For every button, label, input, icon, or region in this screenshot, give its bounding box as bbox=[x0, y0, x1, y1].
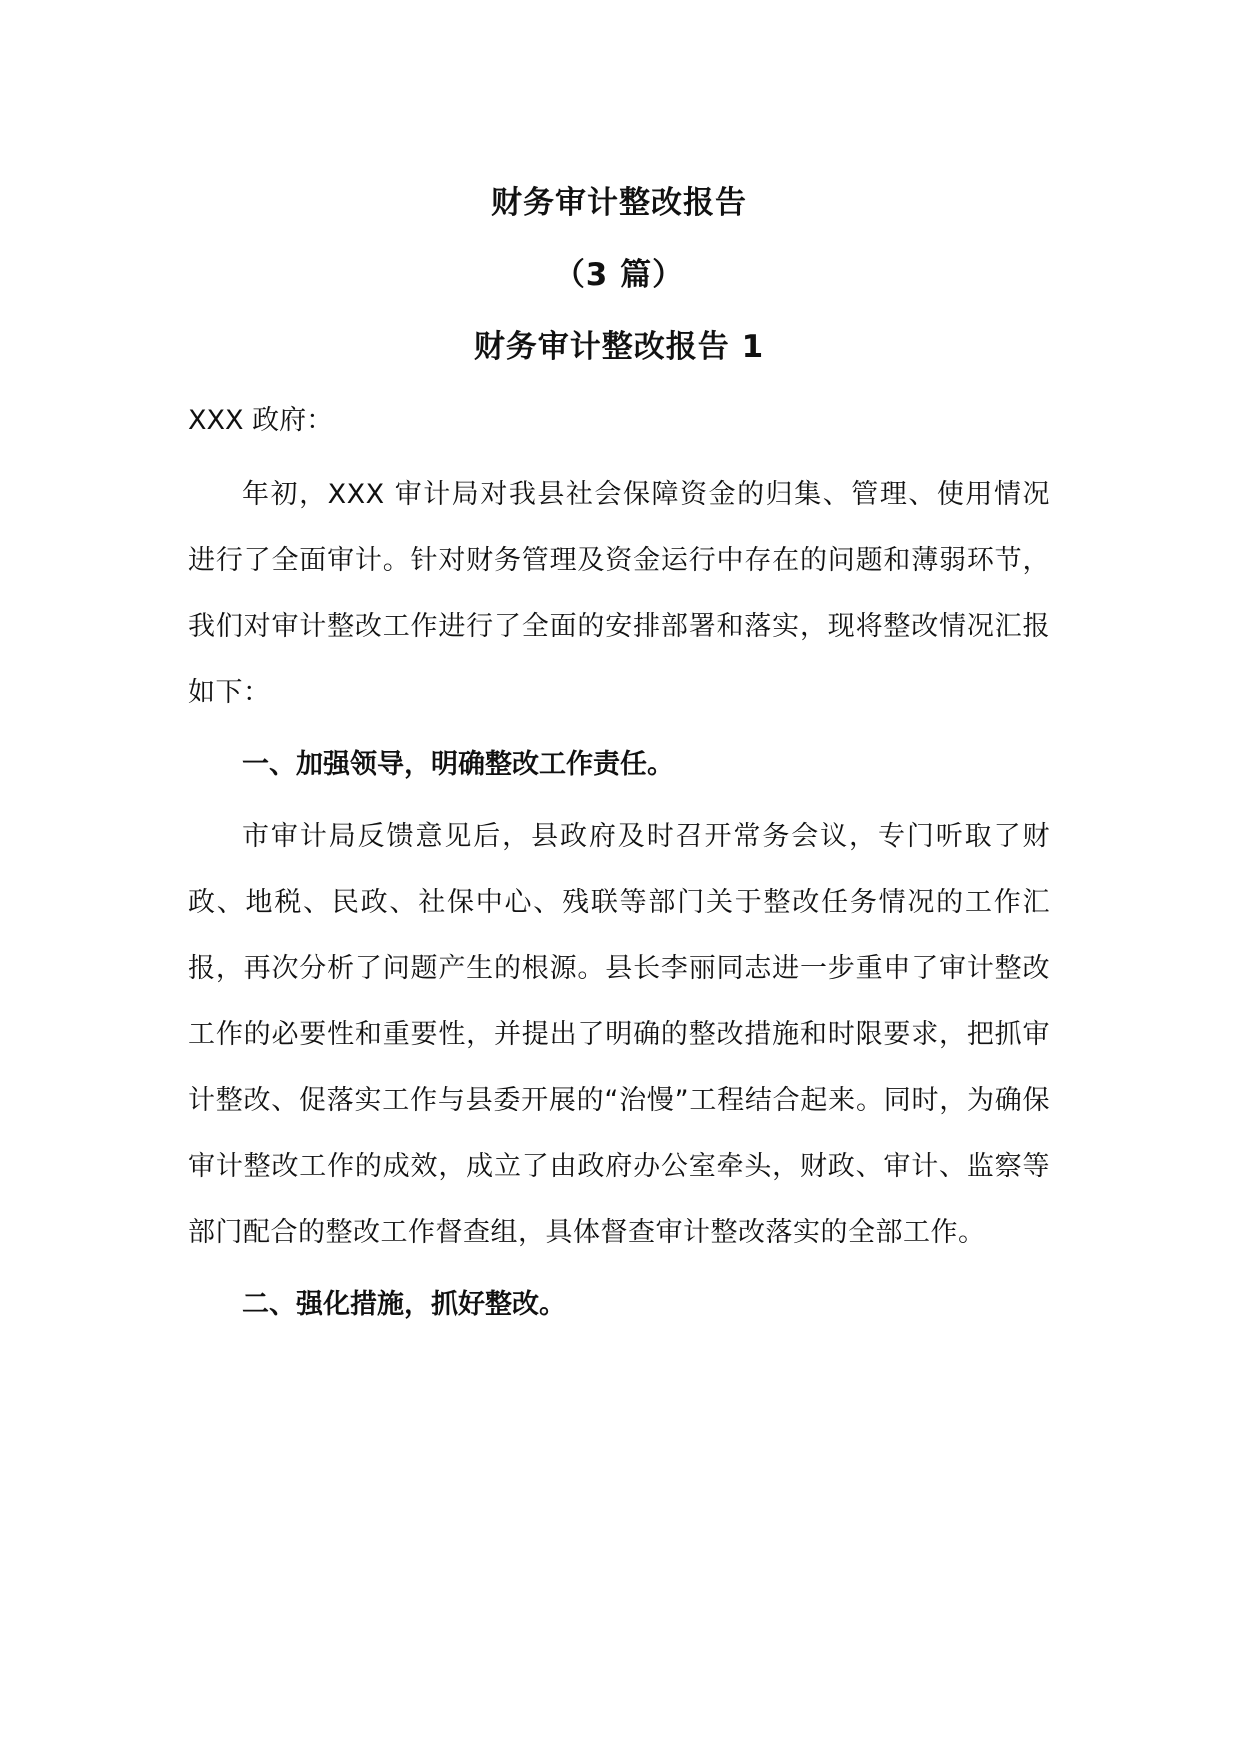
document-title: 财务审计整改报告 bbox=[491, 185, 747, 221]
salutation: XXX 政府： bbox=[188, 405, 334, 436]
document-count: （3 篇） bbox=[553, 257, 685, 293]
section-1-paragraph: 市审计局反馈意见后，县政府及时召开常务会议，专门听取了财政、地税、民政、社保中心、残联等部门关于整改任务情况的工作汇报，再次分析了问题产生的根源。县长李丽同志进一步重申了审计整改工作的必要性和重要性，并提出了明确的整改措施和时限要求，把抓审计整改、促落实工作与县委开展的“治慢”工程结合起来。同时，为确保审计整改工作的成效，成立了由政府办公室牵头，财政、审计、监察等部门配合的整改工作督查组，具体督查审计整改落实的全部工作。 bbox=[188, 821, 1050, 1248]
section-heading-2: 二、强化措施，抓好整改。 bbox=[242, 1289, 566, 1320]
section-heading-1: 一、加强领导，明确整改工作责任。 bbox=[242, 749, 674, 780]
document-body bbox=[188, 172, 1050, 1344]
intro-paragraph: 年初，XXX 审计局对我县社会保障资金的归集、管理、使用情况进行了全面审计。针对财务管理及资金运行中存在的问题和薄弱环节，我们对审计整改工作进行了全面的安排部署和落实，现将整改情况汇报如下： bbox=[188, 479, 1050, 708]
report-title: 财务审计整改报告 1 bbox=[473, 329, 765, 365]
